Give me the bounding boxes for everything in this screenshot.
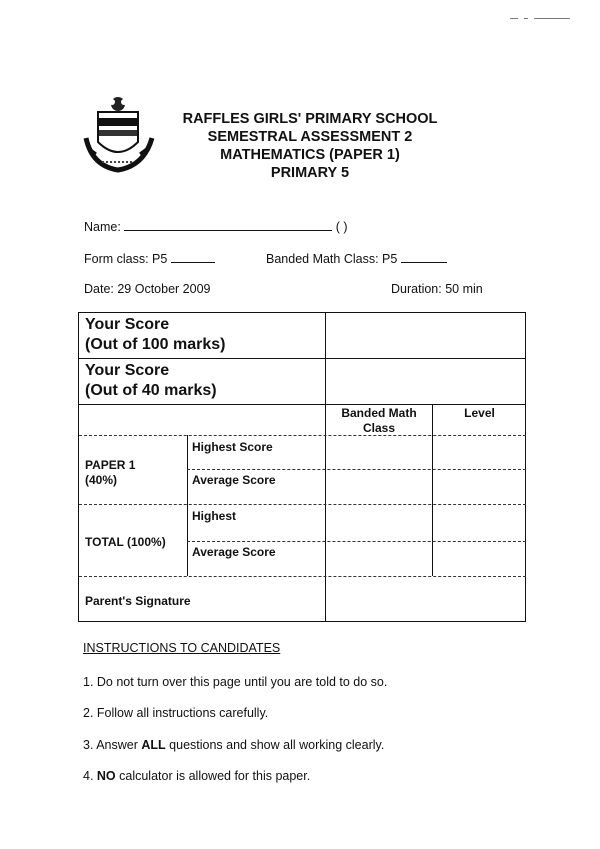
scan-mark bbox=[510, 18, 518, 19]
instruction-3-post: questions and show all working clearly. bbox=[165, 738, 385, 752]
exam-date: Date: 29 October 2009 bbox=[84, 282, 211, 296]
table-hline bbox=[79, 576, 526, 577]
index-paren: ( ) bbox=[335, 220, 348, 234]
banded-class-label: Banded Math Class: P5 bbox=[266, 252, 398, 266]
table-hline bbox=[79, 358, 526, 359]
score-table bbox=[78, 312, 526, 622]
banded-class-field bbox=[266, 250, 447, 266]
table-hline bbox=[79, 435, 526, 436]
form-class-label: Form class: P5 bbox=[84, 252, 168, 266]
instruction-3-bold: ALL bbox=[141, 738, 166, 752]
table-hline bbox=[187, 541, 526, 542]
paper1-label bbox=[85, 458, 135, 488]
assessment-title: SEMESTRAL ASSESSMENT 2 bbox=[207, 129, 413, 145]
instruction-4-post: calculator is allowed for this paper. bbox=[115, 769, 311, 783]
total-label: TOTAL (100%) bbox=[85, 535, 166, 549]
instructions-title: INSTRUCTIONS TO CANDIDATES bbox=[83, 641, 281, 655]
table-hline bbox=[79, 404, 526, 405]
school-name: RAFFLES GIRLS' PRIMARY SCHOOL bbox=[182, 111, 438, 127]
score-100-line2: (Out of 100 marks) bbox=[85, 336, 226, 353]
level-title: PRIMARY 5 bbox=[270, 165, 350, 181]
score-40-line2: (Out of 40 marks) bbox=[85, 382, 217, 399]
instruction-1: 1. Do not turn over this page until you are told to do so. bbox=[83, 675, 388, 689]
paper1-line1: PAPER 1 bbox=[85, 458, 136, 472]
table-hline bbox=[187, 469, 526, 470]
exam-duration: Duration: 50 min bbox=[391, 282, 483, 296]
table-hline bbox=[79, 504, 526, 505]
score-40-label bbox=[85, 361, 217, 401]
total-highest: Highest bbox=[192, 509, 237, 523]
form-class-field bbox=[84, 250, 215, 266]
table-vline bbox=[432, 404, 433, 576]
instruction-4-bold: NO bbox=[96, 769, 116, 783]
subject-title: MATHEMATICS (PAPER 1) bbox=[220, 147, 400, 163]
name-label: Name: bbox=[84, 220, 121, 234]
banded-header-line1: Banded Math bbox=[341, 406, 417, 420]
instruction-4-pre: 4. bbox=[83, 769, 97, 783]
total-average-score: Average Score bbox=[192, 545, 276, 559]
instruction-2: 2. Follow all instructions carefully. bbox=[83, 706, 269, 720]
banded-header-line2: Class bbox=[362, 421, 396, 435]
parent-signature-label: Parent's Signature bbox=[85, 594, 191, 608]
paper1-highest-score: Highest Score bbox=[192, 440, 273, 454]
level-header: Level bbox=[464, 406, 495, 420]
school-crest-icon bbox=[82, 92, 160, 176]
scan-mark bbox=[534, 18, 570, 19]
instruction-4 bbox=[83, 769, 310, 783]
banded-class-line bbox=[401, 250, 447, 263]
paper1-line2: (40%) bbox=[85, 473, 118, 487]
paper1-average-score: Average Score bbox=[192, 473, 276, 487]
scan-mark bbox=[524, 18, 528, 19]
banded-math-class-header bbox=[326, 406, 432, 436]
name-line bbox=[124, 218, 332, 231]
score-100-label bbox=[85, 315, 225, 355]
score-40-line1: Your Score bbox=[85, 362, 170, 379]
instruction-3-pre: 3. Answer bbox=[83, 738, 142, 752]
name-field bbox=[84, 218, 348, 234]
form-class-line bbox=[171, 250, 215, 263]
score-100-line1: Your Score bbox=[85, 316, 170, 333]
instruction-3 bbox=[83, 738, 384, 752]
table-vline bbox=[187, 435, 188, 576]
